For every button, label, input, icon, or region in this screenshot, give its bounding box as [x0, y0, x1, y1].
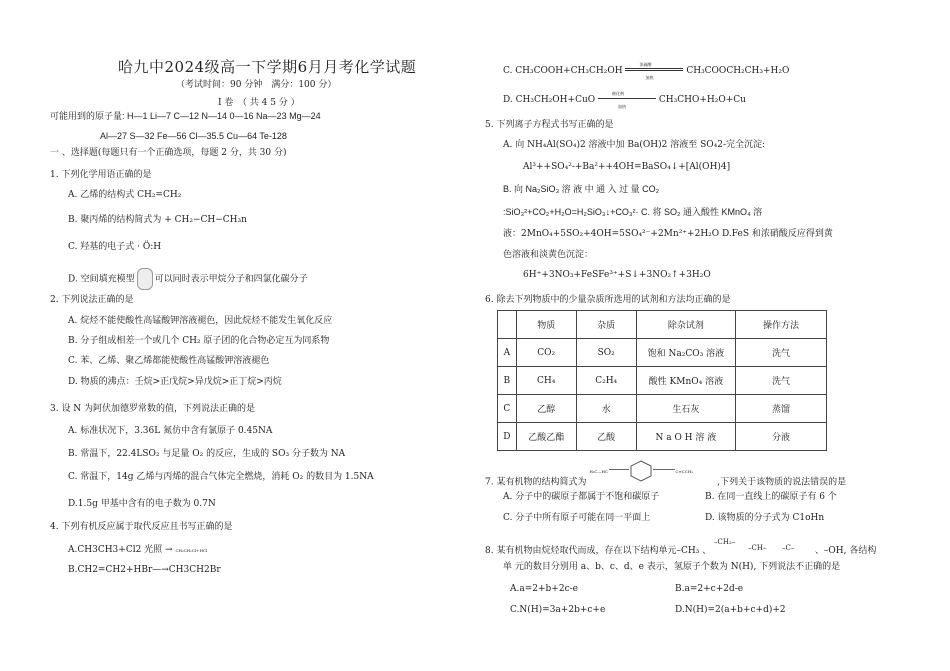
- q1-option-d-text-1: D. 空间填充模型: [68, 274, 135, 285]
- q8-option-b: B.a=2+c+2d-e: [675, 584, 744, 594]
- table-cell: C: [498, 395, 517, 423]
- q6-stem: 6. 除去下列物质中的少量杂质所选用的试剂和方法均正确的是: [485, 295, 731, 305]
- table-cell: 洗气: [736, 367, 827, 395]
- arrow-cond-bottom: 加热: [645, 75, 654, 80]
- table-cell: 乙酸乙酯: [516, 423, 576, 451]
- table-header-cell: 除杂试剂: [636, 311, 735, 339]
- q2-option-a: A. 烷烃不能使酸性高锰酸钾溶液褪色，因此烷烃不能发生氧化反应: [68, 316, 333, 326]
- q5-option-b-3: 液：2MnO₄+5SO₂+4OH=5SO₄²⁻+2Mn²⁺+2H₂O D.FeS 和浓硝酸反应得到黄: [503, 229, 833, 239]
- q4-option-a-product: CH₃CH₂Cl+HCl: [175, 548, 208, 553]
- q1-stem: 1. 下列化学用语正确的是: [50, 170, 152, 180]
- table-cell: CH₄: [516, 367, 576, 395]
- q7-stem-text-1: 7. 某有机物的结构简式为: [485, 477, 587, 488]
- table-cell: SO₂: [576, 339, 636, 367]
- q7-option-a: A. 分子中的碳原子都属于不饱和碳原子: [503, 492, 660, 502]
- arrow-line-2: [625, 70, 683, 71]
- table-header-cell: 杂质: [576, 311, 636, 339]
- arrow-cond-top: 浓硫酸: [639, 62, 652, 67]
- q1-option-c: C. 羟基的电子式 · Ö:H: [68, 242, 162, 252]
- unit-ch2: –CH₂–: [714, 538, 736, 546]
- q5-option-a-1: A. 向 NH₄Al(SO₄)2 溶液中加 Ba(OH)2 溶液至 SO₄2-完全沉淀:: [503, 140, 766, 150]
- q5-option-b-4: 色溶液和淡黄色沉淀：: [503, 250, 594, 260]
- q4-option-d: [503, 91, 746, 109]
- section-heading: I 卷 （ 共 4 5 分 ）: [218, 98, 300, 108]
- q1-option-d-text-2: 可以同时表示甲烷分子和四氯化碳分子: [154, 274, 308, 285]
- q8-stem-1: [485, 538, 877, 557]
- table-cell: 乙醇: [516, 395, 576, 423]
- table-header-cell: 操作方法: [736, 311, 827, 339]
- q3-option-c: C. 常温下，14g 乙烯与丙烯的混合气体完全燃烧，消耗 O₂ 的数目为 1.5NA: [68, 472, 374, 482]
- q8-stem-text-1: 8. 某有机物由烷烃取代而成，存在以下结构单元–CH₃ 、: [485, 546, 712, 556]
- table-row: [498, 423, 827, 451]
- structure-left-group: H₃C—HC: [589, 469, 609, 474]
- atomic-masses-line-1: 可能用到的原子量: H—1 Li—7 C—12 N—14 0—16 Na—23 Mg—24: [50, 111, 321, 121]
- arrow-line: [598, 98, 656, 99]
- page-title: 哈九中2024级高一下学期6月月考化学试题: [118, 58, 417, 76]
- table-row: [498, 395, 827, 423]
- q2-option-d: D. 物质的沸点：壬烷>正戊烷>异戊烷>正丁烷>丙烷: [68, 377, 282, 387]
- q4-option-a-text: A.CH3CH3+Cl2 光照 →: [68, 545, 173, 555]
- table-cell: 饱和 Na₂CO₃ 溶液: [636, 339, 735, 367]
- table-cell: 水: [576, 395, 636, 423]
- q5-option-a-2: Al³++SO₄²-+Ba²++4OH=BaSO₄↓+[Al(OH)4]: [523, 162, 731, 172]
- q5-option-b-1: B. 向 Na₂SiO₃ 溶 液 中 通 入 过 量 CO₂: [503, 184, 660, 194]
- structure-right-group: C≡CCH₃: [675, 469, 693, 474]
- impurity-table: [497, 310, 827, 451]
- table-cell: 蒸馏: [736, 395, 827, 423]
- unit-ch: –CH–: [748, 544, 767, 552]
- table-cell: 分液: [736, 423, 827, 451]
- table-cell: 洗气: [736, 339, 827, 367]
- q2-option-b: B. 分子组成相差一个或几个 CH₂ 原子团的化合物必定互为同系物: [68, 336, 330, 346]
- q1-option-b: B. 聚丙烯的结构简式为 + CH₂−CH−CH₃n: [68, 215, 247, 225]
- q7-option-d: D. 该物质的分子式为 C1oHn: [705, 513, 825, 523]
- q8-stem-2: 单 元的数目分别用 a、b、c、d、e 表示，氢原子个数为 N(H), 下列说法不正确的是: [503, 562, 841, 572]
- q4-option-b: B.CH2=CH2+HBr—→CH3CH2Br: [68, 565, 221, 575]
- arrow-cond-top: 催化剂: [612, 91, 625, 96]
- bond-line: [609, 469, 629, 470]
- reaction-arrow-c: [625, 62, 683, 80]
- q8-stem-text-2: 、–OH, 各结构: [814, 546, 877, 556]
- q8-option-d: D.N(H)=2(a+b+c+d)+2: [675, 605, 786, 615]
- benzene-ring-icon: [629, 460, 653, 482]
- q7-stem: [485, 469, 847, 492]
- table-header-row: [498, 311, 827, 339]
- table-header-cell: 物质: [516, 311, 576, 339]
- q5-option-b-5: 6H⁺+3NO₃+FeSFe³⁺+S↓+3NO₂↑+3H₂O: [523, 270, 711, 280]
- table-cell: N a O H 溶 液: [636, 423, 735, 451]
- q4-stem: 4. 下列有机反应属于取代反应且书写正确的是: [50, 522, 233, 532]
- table-row: [498, 367, 827, 395]
- table-cell: D: [498, 423, 517, 451]
- q8-option-c: C.N(H)=3a+2b+c+e: [510, 605, 606, 615]
- q4-option-a: [68, 545, 207, 556]
- structure-diagram: [589, 469, 714, 492]
- q2-option-c: C. 苯、乙烯、聚乙烯都能使酸性高锰酸钾溶液褪色: [68, 356, 270, 366]
- q8-option-a: A.a=2+b+2c-e: [510, 584, 578, 594]
- reaction-arrow-d: [598, 91, 656, 109]
- table-cell: 生石灰: [636, 395, 735, 423]
- q3-option-a: A. 标准状况下，3.36L 氮仿中含有氯原子 0.45NA: [68, 426, 273, 436]
- q1-option-d: [68, 268, 308, 290]
- q7-option-b: B. 在同一直线上的碳原子有 6 个: [705, 492, 837, 502]
- q7-stem-text-2: ,下列关于该物质的说法错误的是: [717, 477, 847, 488]
- q3-option-d: D.1.5g 甲基中含有的电子数为 0.7N: [68, 499, 216, 509]
- structural-units: [714, 538, 812, 556]
- q4-option-c: [503, 62, 790, 80]
- part-heading: 一 、选择题(每题只有一个正确选项，每题 2 分，共 30 分): [50, 148, 287, 158]
- q7-option-c: C. 分子中所有原子可能在同一平面上: [503, 513, 651, 523]
- exam-info: （考试时间：90 分钟 满分：100 分）: [176, 80, 337, 90]
- q5-option-b-2: :SiO₃²+CO₂+H₂O=H₂SiO₃↓+CO₃²· C. 将 SO₂ 通入酸性 KMnO₄ 溶: [503, 207, 763, 217]
- table-row: [498, 339, 827, 367]
- table-cell: CO₂: [516, 339, 576, 367]
- q4-c-reactants: C. CH₃COOH+CH₃CH₂OH: [503, 66, 623, 76]
- q5-stem: 5. 下列离子方程式书写正确的是: [485, 120, 614, 130]
- table-cell: B: [498, 367, 517, 395]
- q4-d-reactants: D. CH₃CH₂OH+CuO: [503, 95, 596, 105]
- table-cell: C₂H₄: [576, 367, 636, 395]
- table-cell: A: [498, 339, 517, 367]
- q3-stem: 3. 设 N 为阿伏加德罗常数的值，下列说法正确的是: [50, 404, 256, 414]
- table-header-cell: [498, 311, 517, 339]
- table-cell: 乙酸: [576, 423, 636, 451]
- q2-stem: 2. 下列说法正确的是: [50, 295, 134, 305]
- unit-c: –C–: [782, 544, 795, 552]
- q4-c-products: CH₃COOCH₂CH₃+H₂O: [686, 66, 790, 76]
- atomic-masses-line-2: Al—27 S—32 Fe—56 Cl—35.5 Cu—64 Te-128: [100, 131, 287, 141]
- arrow-cond-bottom: 加热: [618, 104, 627, 109]
- table-cell: 酸性 KMnO₄ 溶液: [636, 367, 735, 395]
- q4-d-products: CH₃CHO+H₂O+Cu: [658, 95, 746, 105]
- space-filling-model-icon: [137, 268, 153, 290]
- arrow-line: [625, 68, 683, 69]
- q1-option-a: A. 乙烯的结构式 CH₂=CH₂: [68, 190, 182, 200]
- q3-option-b: B. 常温下，22.4LSO₂ 与足量 O₂ 的反应，生成的 SO₃ 分子数为 NA: [68, 449, 346, 459]
- bond-line: [653, 469, 675, 470]
